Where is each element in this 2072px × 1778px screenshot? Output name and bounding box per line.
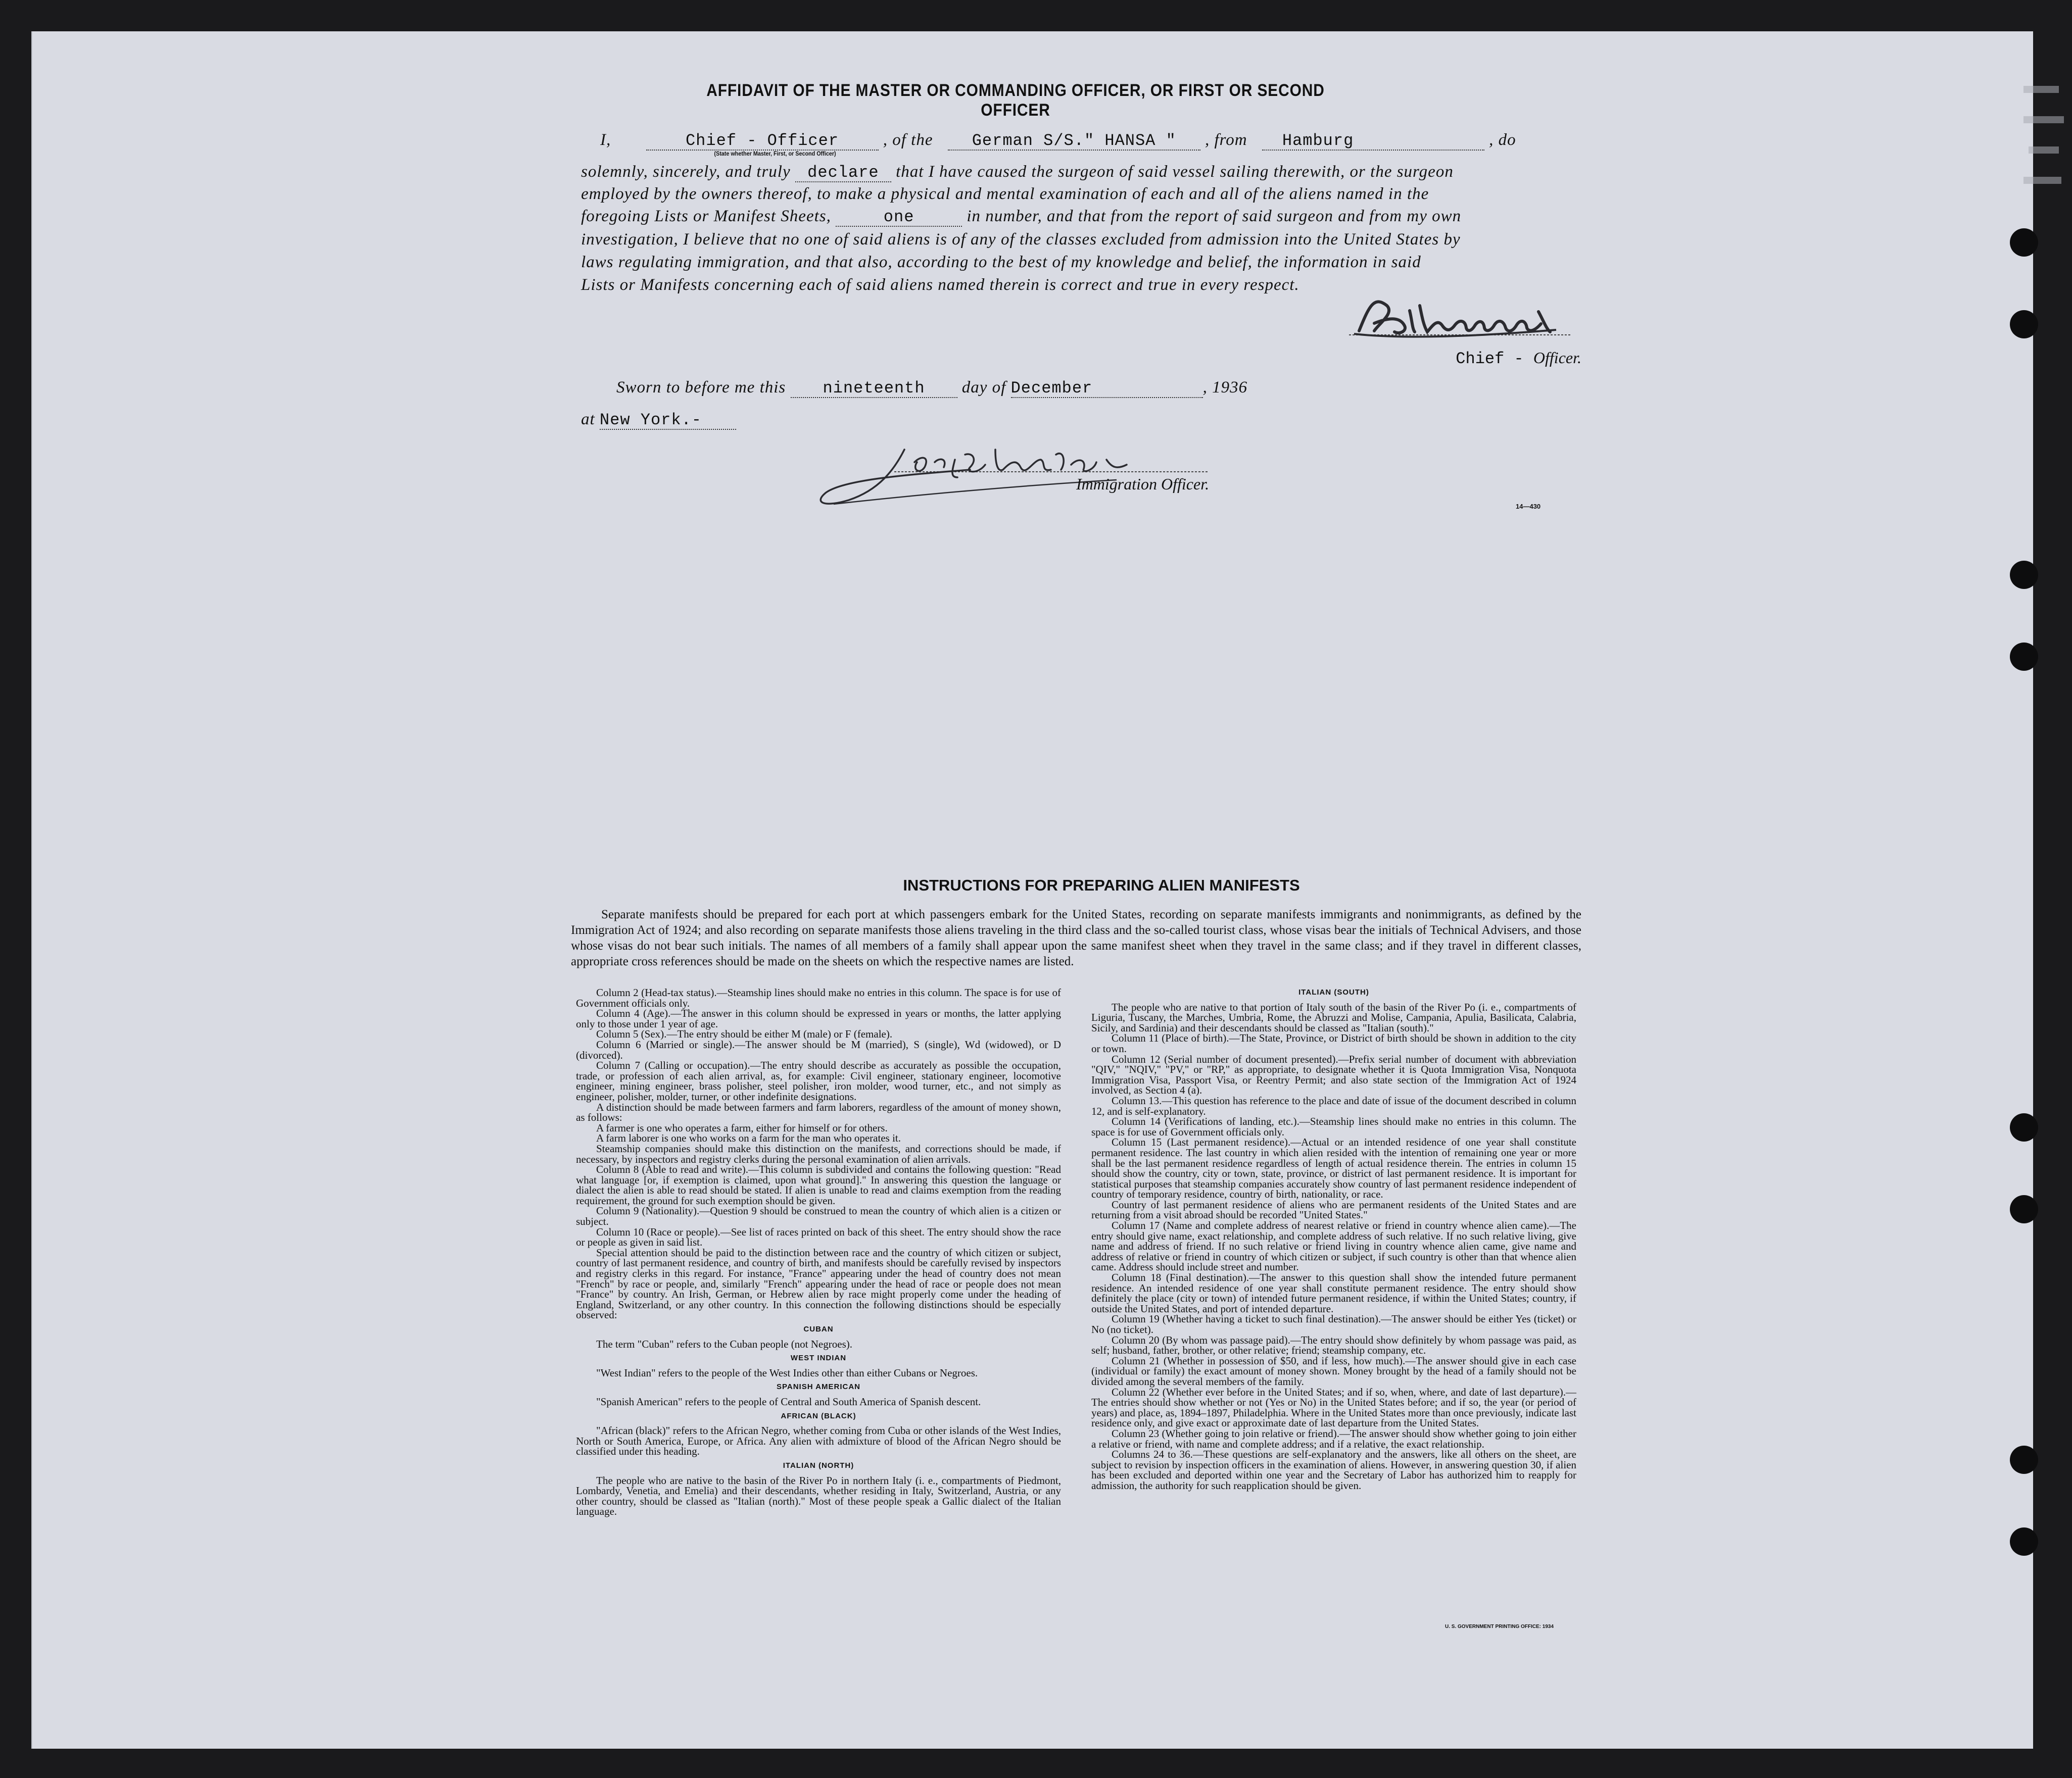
instructions-intro: Separate manifests should be prepared for each port at which passengers embark for the United States, recording on separate manifests immigrants and nonimmigrants, as defined by the Immigration Act of 1924; and also recording on separate manifests those aliens traveling in the third class and the so-called tourist class, whose visas bear the initials of Technical Advisers, and those whose visas do not bear such initials. The names of all members of a family shall appear upon the same manifest sheet when they travel in the same class; and if they travel in different classes, appropriate cross references should be made on the sheets on which the respective names are listed. <box>571 908 1581 968</box>
officer-signature <box>1339 275 1576 346</box>
instruction-paragraph: Column 20 (By whom was passage paid).—The entry should show definitely by whom passage was paid, as self; husband, father, brother, or other relative; friend; steamship company, etc. <box>1091 1334 1576 1357</box>
instruction-paragraph: Column 2 (Head-tax status).—Steamship lines should make no entries in this column. The space is for use of Government officials only. <box>576 986 1061 1009</box>
instruction-paragraph: Column 10 (Race or people).—See list of races printed on back of this sheet. The entry should show the race or people as given in said list. <box>576 1225 1061 1249</box>
affidavit-text: , 19 <box>1202 378 1230 397</box>
instruction-paragraph: "West Indian" refers to the people of the West Indies other than either Cubans or Negroes. <box>596 1366 978 1379</box>
instruction-paragraph: "African (black)" refers to the African Negro, whether coming from Cuba or other islands of the West Indies, North or South America, Europe, or Africa. Any alien with admixture of blood of the African Negro should be classified under this heading. <box>576 1424 1061 1458</box>
punch-hole <box>2010 561 2038 589</box>
instruction-paragraph: Column 7 (Calling or occupation).—The entry should describe as accurately as possible the occupation, trade, or profession of each alien arrival, as, for example: Civil engineer, stationary engineer, locomotive engineer, mining engineer, brass polisher, steel polisher, iron molder, wood turner, etc., and not simply as engineer, polisher, molder, turner, or other indefinite designations. <box>576 1059 1061 1103</box>
affidavit-text: that I have caused the surgeon of said vessel sailing therewith, or the surgeon <box>896 163 1454 181</box>
signer-rank-value: Chief - <box>1456 350 1533 368</box>
instruction-paragraph: A farmer is one who operates a farm, either for himself or for others. <box>596 1121 888 1134</box>
instruction-paragraph: Column 5 (Sex).—The entry should be either M (male) or F (female). <box>596 1028 893 1041</box>
signer-rank <box>1359 349 1581 368</box>
section-heading: SPANISH AMERICAN <box>776 1382 860 1392</box>
affidavit-text: solemnly, sincerely, and truly <box>581 163 791 181</box>
affidavit-text: in number, and that from the report of said surgeon and from my own <box>967 207 1462 225</box>
instruction-paragraph: A farm laborer is one who works on a farm for the man who operates it. <box>596 1132 901 1145</box>
verb-field: declare <box>795 164 891 182</box>
instruction-paragraph: Column 21 (Whether in possession of $50, and if less, how much).—The answer should give in each case (individual or family) the exact amount of money shown. Money brought by the head of a family should not be divided among the several members of the family. <box>1091 1354 1576 1388</box>
instruction-paragraph: Column 18 (Final destination).—The answer to this question shall show the intended future permanent residence. An intended residence of one year shall constitute permanent residence. The entry should show definitely the place (city or town) of intended future permanent residence, if within the United States; country, if outside the United States, and port of intended departure. <box>1091 1271 1576 1315</box>
instruction-paragraph: Steamship companies should make this distinction on the manifests, and corrections should be made, if necessary, by inspectors and registry clerks during the personal examination of alien arrivals. <box>576 1142 1061 1165</box>
officer-rank-field: Chief - Officer <box>646 132 879 151</box>
section-heading: ITALIAN (SOUTH) <box>1298 988 1369 997</box>
instructions-right-column <box>1091 987 1576 1491</box>
instruction-paragraph: Country of last permanent residence of aliens who are permanent residents of the United States and are returning from a visit abroad should be recorded "United States." <box>1091 1198 1576 1221</box>
affidavit-line-1 <box>581 129 1581 151</box>
punch-hole <box>2010 1113 2038 1142</box>
affidavit-text: Sworn to before me this <box>616 378 786 397</box>
affidavit-line-7: Lists or Manifests concerning each of said aliens named therein is correct and true in every respect. <box>581 276 1299 294</box>
section-heading: WEST INDIAN <box>790 1354 847 1363</box>
sheet-count-field: one <box>836 209 962 227</box>
affidavit-line-3: employed by the owners thereof, to make a physical and mental examination of each and all of the aliens named in the <box>581 185 1429 203</box>
affidavit-text: , from <box>1204 131 1247 149</box>
vessel-field: German S/S." HANSA " <box>948 132 1200 151</box>
instruction-paragraph: "Spanish American" refers to the people of Central and South America of Spanish descent. <box>596 1395 981 1408</box>
punch-hole <box>2010 1527 2038 1556</box>
instruction-paragraph: Column 11 (Place of birth).—The State, Province, or District of birth should be shown in addition to the city or town. <box>1091 1032 1576 1055</box>
instruction-paragraph: Columns 24 to 36.—These questions are self-explanatory and the answers, like all others on the sheet, are subject to revision by inspection officers in the examination of aliens. However, in answering question 30, if alien has been excluded and deported within one year and the Secretary of Labor has authorized him to reapply for admission, the authority for such reapplication should be given. <box>1091 1448 1576 1492</box>
place-line <box>581 408 1581 430</box>
instruction-paragraph: The people who are native to that portion of Italy south of the basin of the River Po (i. e., compartments of Liguria, Tuscany, the Marches, Umbria, Rome, the Abruzzi and Molise, Campania, Apulia, Basilicata, Calabria, Sicily, and Sardinia) and their descendants should be classed as "Italian (south)." <box>1091 1001 1576 1034</box>
instruction-paragraph: Column 23 (Whether going to join relative or friend).—The answer should show whether going to join either a relative or friend, with name and complete address; and if a relative, the exact relationship. <box>1091 1427 1576 1450</box>
punch-hole <box>2010 643 2038 671</box>
instruction-paragraph: Column 14 (Verifications of landing, etc.).—Steamship lines should make no entries in this column. The space is for use of Government officials only. <box>1091 1115 1576 1138</box>
section-heading: CUBAN <box>803 1325 834 1334</box>
affidavit-text: , do <box>1489 131 1516 149</box>
immigration-officer-caption: Immigration Officer. <box>1076 475 1210 493</box>
instruction-paragraph: Column 4 (Age).—The answer in this column should be expressed in years or months, the latter applying only to those under 1 year of age. <box>576 1007 1061 1030</box>
month-field: December <box>1011 380 1203 398</box>
officer-caption: Officer. <box>1533 349 1581 367</box>
instruction-paragraph: Column 17 (Name and complete address of nearest relative or friend in country whence alien came).—The entry should give name, exact relationship, and complete address of such relative. If no such relative living, give name and address of friend. If no such relative or friend living in country whence alien came, give name and address of relative or friend in country of which citizen or subject, if such country is other than that whence alien came. Address should include street and number. <box>1091 1219 1576 1273</box>
day-field: nineteenth <box>791 380 957 398</box>
instruction-paragraph: Special attention should be paid to the distinction between race and the country of which citizen or subject, country of last permanent residence, and country of birth, and manifests should be carefully revised by inspectors and registry clerks in this regard. For instance, "France" appearing under the head of country does not mean "French" by race or people, and, similarly "French" appearing under the head of race or people does not mean "France" by country. An Irish, German, or Hebrew alien by race might properly come under the heading of England, Switzerland, or any other country. In this connection the following distinctions should be especially observed: <box>576 1246 1061 1321</box>
state-hint-caption: (State whether Master, First, or Second Officer) <box>714 150 836 157</box>
section-heading: AFRICAN (BLACK) <box>781 1411 856 1420</box>
printer-imprint: U. S. GOVERNMENT PRINTING OFFICE: 1934 <box>1445 1624 1554 1629</box>
instructions-left-column <box>576 987 1061 1517</box>
affidavit-text: at <box>581 410 595 428</box>
affidavit-text: foregoing Lists or Manifest Sheets, <box>581 207 831 225</box>
affidavit-text: , of the <box>883 131 933 149</box>
affidavit-line-6: laws regulating immigration, and that also, according to the best of my knowledge and belief, the information in said <box>581 253 1421 271</box>
affidavit-title: AFFIDAVIT OF THE MASTER OR COMMANDING OFFICER, OR FIRST OR SECOND OFFICER <box>706 81 1325 120</box>
punch-hole <box>2010 310 2038 338</box>
instruction-paragraph: The people who are native to the basin of the River Po in northern Italy (i. e., compartments of Piedmont, Lombardy, Venetia, and Emelia) and their descendants, whether residing in Italy, Switzerland, Austria, or any other country, should be classed as "Italian (north)." Most of these people speak a Gallic dialect of the Italian language. <box>576 1474 1061 1518</box>
instruction-paragraph: Column 6 (Married or single).—The answer should be M (married), S (single), Wd (widowed), or D (divorced). <box>576 1038 1061 1061</box>
punch-hole <box>2010 1195 2038 1223</box>
instruction-paragraph: Column 22 (Whether ever before in the United States; and if so, when, where, and date of last departure).—The entries should show whether or not (Yes or No) in the United States before; and if so, the year (or period of years) and place, as, 1894–1897, Philadelphia. Where in the United States more than once previously, indicate last residence only, and give exact or approximate date of last departure from the United States. <box>1091 1386 1576 1429</box>
place-field: New York.- <box>600 412 736 430</box>
port-field: Hamburg <box>1262 132 1484 151</box>
year-field: 36 <box>1230 378 1248 397</box>
affidavit-line-5: investigation, I believe that no one of said aliens is of any of the classes excluded from admission into the United States by <box>581 230 1461 249</box>
affidavit-line-4 <box>581 205 1581 227</box>
form-number: 14—430 <box>1516 503 1541 510</box>
sworn-line <box>581 376 1581 399</box>
affidavit-line-2 <box>581 161 1581 183</box>
instruction-paragraph: Column 15 (Last permanent residence).—Actual or an intended residence of one year shall constitute permanent residence. The last country in which alien resided with the intention of remaining one year or more shall be the last permanent residence regardless of length of actual residence therein. The entries in column 15 should show the country, city or town, state, province, or district of last permanent residence. It is important for statistical purposes that steamship companies accurately show country of last permanent residence independent of country of temporary residence, country of birth, nationality, or race. <box>1091 1136 1576 1201</box>
instructions-title: INSTRUCTIONS FOR PREPARING ALIEN MANIFESTS <box>903 876 1300 894</box>
instruction-paragraph: The term "Cuban" refers to the Cuban people (not Negroes). <box>596 1338 852 1350</box>
instruction-paragraph: Column 8 (Able to read and write).—This column is subdivided and contains the following question: "Read what language [or, if exemption is claimed, upon what ground]." In answering this question the language or dialect the alien is able to read should be stated. If alien is unable to read and claims exemption from the reading requirement, the ground for such exemption should be given. <box>576 1163 1061 1207</box>
instruction-paragraph: Column 9 (Nationality).—Question 9 should be construed to mean the country of which alien is a citizen or subject. <box>576 1205 1061 1228</box>
affidavit-text: I, <box>600 131 611 149</box>
edge-bleed-marks <box>2013 71 2069 273</box>
affidavit-text: day of <box>961 378 1006 397</box>
instruction-paragraph: Column 12 (Serial number of document presented).—Prefix serial number of document with abbreviation "QIV," "NQIV," "PV," or "RP," as appropriate, to designate whether it is Quota Immigration Visa, Nonquota Immigration Visa, Passport Visa, or Reentry Permit; and also state section of the Immigration Act of 1924 involved, as Section 4 (a). <box>1091 1053 1576 1097</box>
punch-hole <box>2010 1446 2038 1474</box>
instruction-paragraph: A distinction should be made between farmers and farm laborers, regardless of the amount of money shown, as follows: <box>576 1101 1061 1124</box>
section-heading: ITALIAN (NORTH) <box>783 1461 854 1470</box>
instruction-paragraph: Column 13.—This question has reference to the place and date of issue of the document described in column 12, and is self-explanatory. <box>1091 1094 1576 1117</box>
instruction-paragraph: Column 19 (Whether having a ticket to such final destination).—The answer should be either Yes (ticket) or No (no ticket). <box>1091 1313 1576 1336</box>
